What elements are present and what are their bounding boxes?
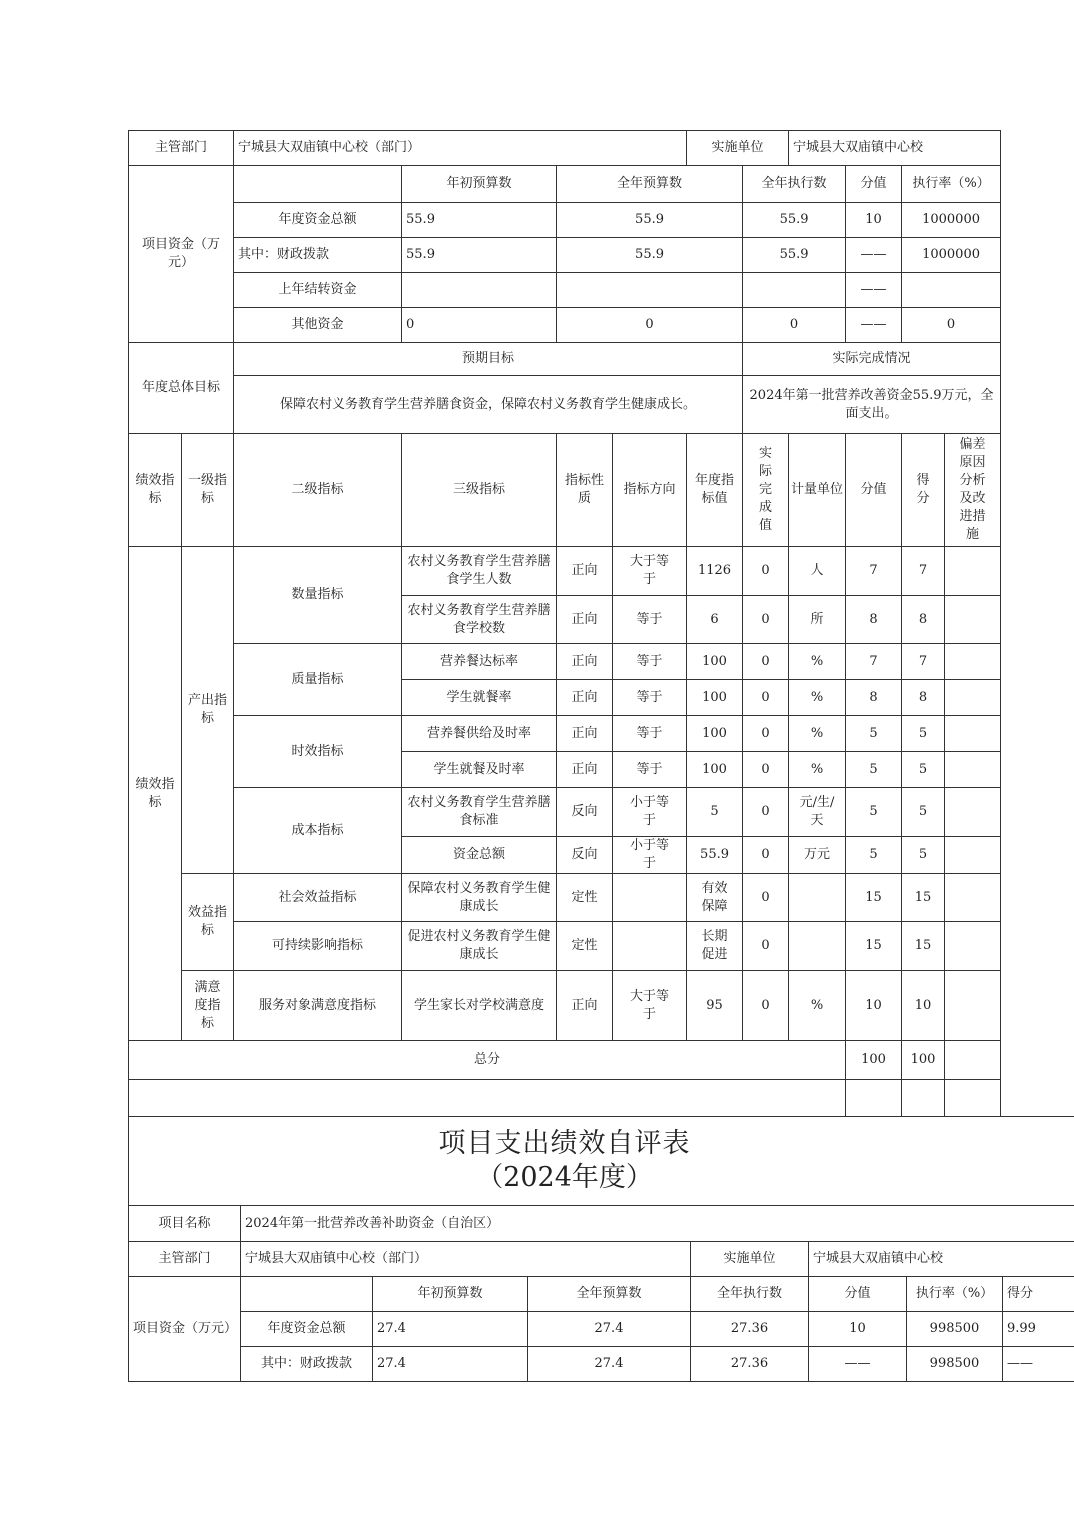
ind-target: 5 — [687, 788, 743, 837]
funds-cell: 1000000 — [902, 238, 1001, 273]
ind-reason — [945, 644, 1001, 680]
funds-head: 执行率（%） — [907, 1277, 1003, 1312]
ind-target: 6 — [687, 596, 743, 644]
ind-unit: % — [789, 644, 846, 680]
lvl1-benefit: 效益指标 — [182, 874, 234, 971]
table-row — [129, 644, 1001, 680]
table-row — [129, 788, 1001, 837]
ind-name: 促进农村义务教育学生健康成长 — [402, 922, 557, 971]
ind-nature: 正向 — [557, 680, 613, 716]
ind-nature: 正向 — [557, 644, 613, 680]
funds-row-label: 其中：财政拨款 — [234, 238, 402, 273]
ind-got: 8 — [902, 596, 945, 644]
ind-got: 10 — [902, 971, 945, 1041]
ind-reason — [945, 788, 1001, 837]
funds-head: 执行率（%） — [902, 166, 1001, 203]
proj-label: 项目名称 — [129, 1206, 241, 1242]
ind-dir: 小于等于 — [613, 788, 687, 837]
ind-score: 15 — [846, 874, 902, 922]
ind-nature: 定性 — [557, 922, 613, 971]
ind-dir: 等于 — [613, 752, 687, 788]
ind-reason — [945, 971, 1001, 1041]
lvl2-quantity: 数量指标 — [234, 547, 402, 644]
ind-actual: 0 — [743, 596, 789, 644]
ind-head: 三级指标 — [402, 434, 557, 547]
funds-head-blank — [241, 1277, 373, 1312]
goal-actual: 2024年第一批营养改善资金55.9万元，全面支出。 — [743, 376, 1001, 434]
ind-got: 15 — [902, 874, 945, 922]
ind-head: 指标方向 — [613, 434, 687, 547]
funds-row-label: 年度资金总额 — [241, 1312, 373, 1347]
ind-unit: % — [789, 680, 846, 716]
total-reason — [945, 1041, 1001, 1080]
funds-cell: —— — [809, 1347, 907, 1382]
blank-cell — [846, 1080, 902, 1117]
ind-unit: 人 — [789, 547, 846, 596]
funds-cell — [557, 273, 743, 308]
ind-reason — [945, 837, 1001, 874]
funds-row — [129, 203, 1001, 238]
ind-reason — [945, 752, 1001, 788]
ind-head: 偏差原因分析及改进措施 — [945, 434, 1001, 547]
funds-cell: 9.99 — [1003, 1312, 1074, 1347]
blank-cell — [902, 1080, 945, 1117]
ind-target: 1126 — [687, 547, 743, 596]
funds-cell: 27.4 — [528, 1347, 691, 1382]
ind-dir: 等于 — [613, 680, 687, 716]
ind-score: 5 — [846, 837, 902, 874]
ind-got: 5 — [902, 716, 945, 752]
ind-unit — [789, 922, 846, 971]
ind-got: 8 — [902, 680, 945, 716]
form-subtitle: （2024年度） — [476, 1162, 653, 1193]
funds-head: 年初预算数 — [373, 1277, 528, 1312]
funds-row-label: 其中：财政拨款 — [241, 1347, 373, 1382]
funds-head: 全年执行数 — [691, 1277, 809, 1312]
proj-value: 2024年第一批营养改善补助资金（自治区） — [241, 1206, 1074, 1242]
total-label: 总分 — [129, 1041, 846, 1080]
funds-cell: 55.9 — [402, 203, 557, 238]
ind-dir: 小于等于 — [613, 837, 687, 874]
unit-label: 实施单位 — [691, 1242, 809, 1277]
ind-name: 农村义务教育学生营养膳食标准 — [402, 788, 557, 837]
ind-head: 一级指标 — [182, 434, 234, 547]
ind-nature: 反向 — [557, 788, 613, 837]
ind-score: 10 — [846, 971, 902, 1041]
ind-score: 7 — [846, 644, 902, 680]
funds-head: 年初预算数 — [402, 166, 557, 203]
ind-dir: 等于 — [613, 716, 687, 752]
funds-cell: —— — [846, 308, 902, 343]
funds-cell: 10 — [846, 203, 902, 238]
unit-value: 宁城县大双庙镇中心校 — [789, 131, 1001, 166]
table-row — [129, 874, 1001, 922]
ind-actual: 0 — [743, 788, 789, 837]
ind-dir — [613, 922, 687, 971]
ind-nature: 正向 — [557, 596, 613, 644]
blank-cell — [129, 1080, 846, 1117]
ind-nature: 反向 — [557, 837, 613, 874]
funds-cell — [743, 273, 846, 308]
ind-dir: 大于等于 — [613, 547, 687, 596]
ind-unit: 万元 — [789, 837, 846, 874]
ind-got: 5 — [902, 788, 945, 837]
ind-dir — [613, 874, 687, 922]
blank-row — [129, 1080, 1001, 1117]
table-row — [129, 971, 1001, 1041]
funds-cell: 27.4 — [373, 1347, 528, 1382]
ind-head: 得分 — [902, 434, 945, 547]
ind-actual: 0 — [743, 971, 789, 1041]
funds-cell: 0 — [557, 308, 743, 343]
lvl1-satisfaction: 满意度指标 — [182, 971, 234, 1041]
funds-head: 分值 — [846, 166, 902, 203]
ind-name: 营养餐供给及时率 — [402, 716, 557, 752]
ind-name: 资金总额 — [402, 837, 557, 874]
funds-head: 全年预算数 — [557, 166, 743, 203]
ind-head: 二级指标 — [234, 434, 402, 547]
ind-got: 7 — [902, 547, 945, 596]
total-got: 100 — [902, 1041, 945, 1080]
ind-score: 5 — [846, 716, 902, 752]
ind-name: 农村义务教育学生营养膳食学生人数 — [402, 547, 557, 596]
ind-target: 长期促进 — [687, 922, 743, 971]
funds-cell: 0 — [902, 308, 1001, 343]
funds-label: 项目资金（万元） — [129, 1277, 241, 1382]
ind-col-label: 绩效指标 — [129, 547, 182, 1041]
ind-name: 学生就餐及时率 — [402, 752, 557, 788]
ind-actual: 0 — [743, 644, 789, 680]
ind-actual: 0 — [743, 752, 789, 788]
funds-cell: 1000000 — [902, 203, 1001, 238]
ind-actual: 0 — [743, 716, 789, 752]
funds-head: 分值 — [809, 1277, 907, 1312]
ind-dir: 等于 — [613, 596, 687, 644]
ind-actual: 0 — [743, 874, 789, 922]
ind-reason — [945, 874, 1001, 922]
ind-name: 学生家长对学校满意度 — [402, 971, 557, 1041]
ind-got: 15 — [902, 922, 945, 971]
lvl2-service: 服务对象满意度指标 — [234, 971, 402, 1041]
funds-head: 全年执行数 — [743, 166, 846, 203]
ind-reason — [945, 922, 1001, 971]
ind-target: 100 — [687, 644, 743, 680]
ind-reason — [945, 547, 1001, 596]
ind-unit: % — [789, 716, 846, 752]
goal-expected: 保障农村义务教育学生营养膳食资金，保障农村义务教育学生健康成长。 — [234, 376, 743, 434]
ind-score: 7 — [846, 547, 902, 596]
ind-unit: % — [789, 971, 846, 1041]
goal-expected-head: 预期目标 — [234, 343, 743, 376]
ind-target: 95 — [687, 971, 743, 1041]
ind-dir: 等于 — [613, 644, 687, 680]
ind-got: 5 — [902, 752, 945, 788]
funds-cell: 0 — [402, 308, 557, 343]
ind-head: 指标性质 — [557, 434, 613, 547]
ind-score: 5 — [846, 752, 902, 788]
performance-table-1 — [128, 130, 1001, 1117]
ind-head: 绩效指标 — [129, 434, 182, 547]
funds-cell: 55.9 — [557, 203, 743, 238]
ind-got: 5 — [902, 837, 945, 874]
funds-cell: 998500 — [907, 1347, 1003, 1382]
ind-unit: 所 — [789, 596, 846, 644]
ind-name: 农村义务教育学生营养膳食学校数 — [402, 596, 557, 644]
funds-cell: 998500 — [907, 1312, 1003, 1347]
funds-row-label: 年度资金总额 — [234, 203, 402, 238]
unit-label: 实施单位 — [687, 131, 789, 166]
funds-head: 全年预算数 — [528, 1277, 691, 1312]
funds-cell: 27.36 — [691, 1347, 809, 1382]
funds-cell: 27.4 — [528, 1312, 691, 1347]
total-score: 100 — [846, 1041, 902, 1080]
ind-head: 分值 — [846, 434, 902, 547]
ind-actual: 0 — [743, 922, 789, 971]
ind-target: 100 — [687, 752, 743, 788]
ind-actual: 0 — [743, 837, 789, 874]
ind-unit — [789, 874, 846, 922]
ind-unit: 元/生/天 — [789, 788, 846, 837]
lvl2-quality: 质量指标 — [234, 644, 402, 716]
lvl2-cost: 成本指标 — [234, 788, 402, 874]
funds-head: 得分 — [1003, 1277, 1074, 1312]
form-title-cell — [129, 1117, 1074, 1206]
performance-table-2 — [128, 1116, 1074, 1382]
ind-dir: 大于等于 — [613, 971, 687, 1041]
ind-score: 8 — [846, 596, 902, 644]
funds-row — [129, 238, 1001, 273]
ind-nature: 正向 — [557, 752, 613, 788]
funds-head-blank — [234, 166, 402, 203]
lvl2-social: 社会效益指标 — [234, 874, 402, 922]
ind-unit: % — [789, 752, 846, 788]
ind-name: 营养餐达标率 — [402, 644, 557, 680]
ind-got: 7 — [902, 644, 945, 680]
dept-value: 宁城县大双庙镇中心校（部门） — [234, 131, 687, 166]
dept-label: 主管部门 — [129, 131, 234, 166]
blank-cell — [945, 1080, 1001, 1117]
ind-name: 保障农村义务教育学生健康成长 — [402, 874, 557, 922]
unit-value: 宁城县大双庙镇中心校 — [809, 1242, 1074, 1277]
ind-head: 实际完成值 — [743, 434, 789, 547]
funds-cell — [402, 273, 557, 308]
ind-head: 年度指标值 — [687, 434, 743, 547]
funds-cell: 55.9 — [743, 203, 846, 238]
lvl2-timeliness: 时效指标 — [234, 716, 402, 788]
ind-nature: 正向 — [557, 547, 613, 596]
total-row — [129, 1041, 1001, 1080]
funds-row-label: 上年结转资金 — [234, 273, 402, 308]
funds-row — [129, 1347, 1074, 1382]
lvl1-output: 产出指标 — [182, 547, 234, 874]
ind-reason — [945, 716, 1001, 752]
funds-cell: —— — [846, 238, 902, 273]
funds-cell — [902, 273, 1001, 308]
funds-cell: —— — [1003, 1347, 1074, 1382]
ind-reason — [945, 680, 1001, 716]
ind-target: 100 — [687, 680, 743, 716]
goal-label: 年度总体目标 — [129, 343, 234, 434]
ind-name: 学生就餐率 — [402, 680, 557, 716]
funds-row — [129, 273, 1001, 308]
ind-target: 100 — [687, 716, 743, 752]
goal-actual-head: 实际完成情况 — [743, 343, 1001, 376]
funds-cell: 55.9 — [743, 238, 846, 273]
ind-nature: 正向 — [557, 971, 613, 1041]
funds-row — [129, 308, 1001, 343]
funds-row — [129, 1312, 1074, 1347]
table-row — [129, 922, 1001, 971]
funds-cell: 55.9 — [557, 238, 743, 273]
lvl2-sustain: 可持续影响指标 — [234, 922, 402, 971]
ind-score: 5 — [846, 788, 902, 837]
ind-actual: 0 — [743, 547, 789, 596]
ind-reason — [945, 596, 1001, 644]
ind-score: 8 — [846, 680, 902, 716]
funds-cell: 27.4 — [373, 1312, 528, 1347]
ind-score: 15 — [846, 922, 902, 971]
funds-cell: 55.9 — [402, 238, 557, 273]
dept-label: 主管部门 — [129, 1242, 241, 1277]
ind-target: 有效保障 — [687, 874, 743, 922]
ind-nature: 正向 — [557, 716, 613, 752]
ind-actual: 0 — [743, 680, 789, 716]
indicator-header-row — [129, 434, 1001, 547]
table-row — [129, 547, 1001, 596]
ind-nature: 定性 — [557, 874, 613, 922]
dept-value: 宁城县大双庙镇中心校（部门） — [241, 1242, 691, 1277]
funds-row-label: 其他资金 — [234, 308, 402, 343]
funds-cell: —— — [846, 273, 902, 308]
funds-label: 项目资金（万元） — [129, 166, 234, 343]
funds-cell: 10 — [809, 1312, 907, 1347]
form-title: 项目支出绩效自评表 — [438, 1128, 691, 1159]
funds-cell: 0 — [743, 308, 846, 343]
funds-cell: 27.36 — [691, 1312, 809, 1347]
ind-head: 计量单位 — [789, 434, 846, 547]
ind-target: 55.9 — [687, 837, 743, 874]
table-row — [129, 716, 1001, 752]
